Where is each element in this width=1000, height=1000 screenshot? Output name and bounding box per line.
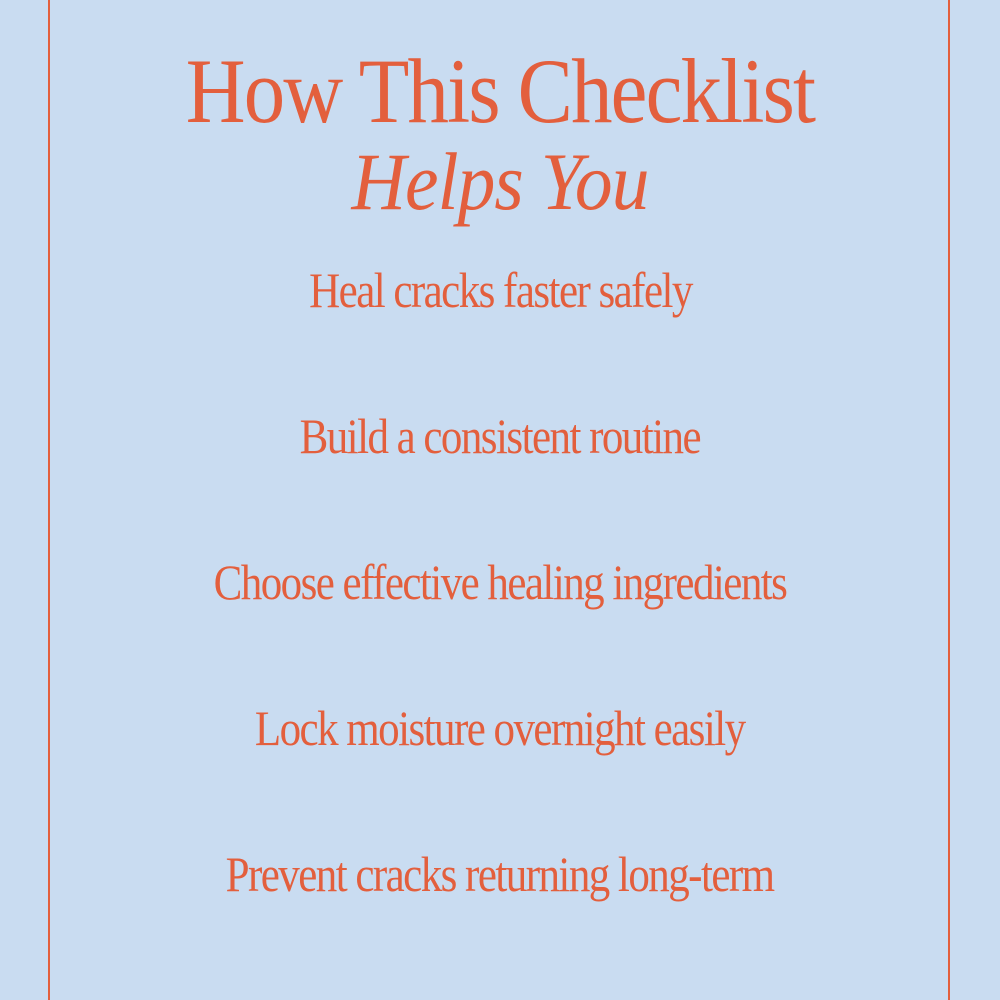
page-title: [0, 40, 1000, 227]
list-item: [0, 404, 1000, 550]
benefits-list: [0, 258, 1000, 988]
list-item: [0, 696, 1000, 842]
benefit-routine: Build a consistent routine: [299, 408, 701, 464]
benefit-prevent-cracks: Prevent cracks returning long-term: [226, 846, 774, 902]
list-item: [0, 258, 1000, 404]
title-line-2: Helps You: [351, 136, 649, 227]
benefit-heal-cracks: Heal cracks faster safely: [308, 262, 692, 318]
list-item: [0, 842, 1000, 988]
benefit-ingredients: Choose effective healing ingredients: [213, 554, 787, 610]
benefit-moisture: Lock moisture overnight easily: [255, 700, 745, 756]
list-item: [0, 550, 1000, 696]
title-line-1: How This Checklist: [185, 40, 815, 142]
